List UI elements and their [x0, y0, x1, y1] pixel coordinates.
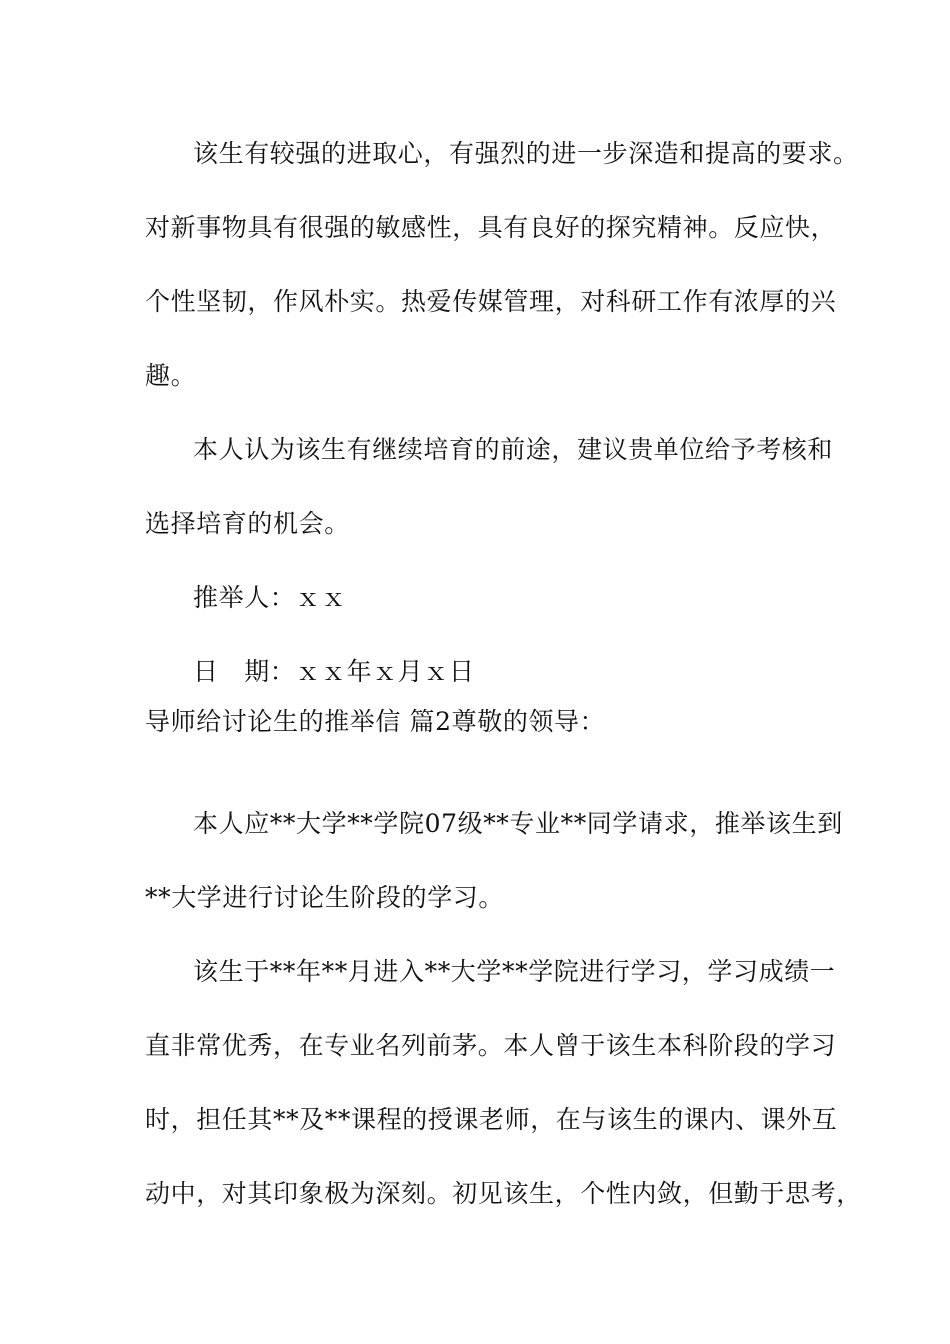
paragraph-line: 个性坚韧，作风朴实。热爱传媒管理，对科研工作有浓厚的兴	[145, 287, 837, 316]
paragraph-line: 动中，对其印象极为深刻。初见该生，个性内敛，但勤于思考，	[145, 1179, 862, 1208]
paragraph-line: 直非常优秀，在专业名列前茅。本人曾于该生本科阶段的学习	[145, 1031, 837, 1060]
paragraph-line: 该生有较强的进取心，有强烈的进一步深造和提高的要求。	[193, 139, 859, 168]
paragraph-line: **大学进行讨论生阶段的学习。	[145, 883, 505, 912]
date-line: 日 期：ｘｘ年ｘ月ｘ日	[193, 657, 475, 686]
paragraph-line: 本人认为该生有继续培育的前途，建议贵单位给予考核和	[193, 435, 834, 464]
paragraph-line: 选择培育的机会。	[145, 509, 350, 538]
paragraph-line: 该生于**年**月进入**大学**学院进行学习，学习成绩一	[193, 957, 836, 986]
paragraph-line: 本人应**大学**学院07级**专业**同学请求，推举该生到	[193, 809, 843, 838]
section-heading: 导师给讨论生的推举信 篇2尊敬的领导：	[145, 707, 606, 736]
paragraph-line: 趣。	[145, 361, 197, 390]
paragraph-line: 时，担任其**及**课程的授课老师，在与该生的课内、课外互	[145, 1105, 838, 1134]
recommender-line: 推举人：ｘｘ	[193, 583, 347, 612]
paragraph-line: 对新事物具有很强的敏感性，具有良好的探究精神。反应快，	[145, 213, 837, 242]
